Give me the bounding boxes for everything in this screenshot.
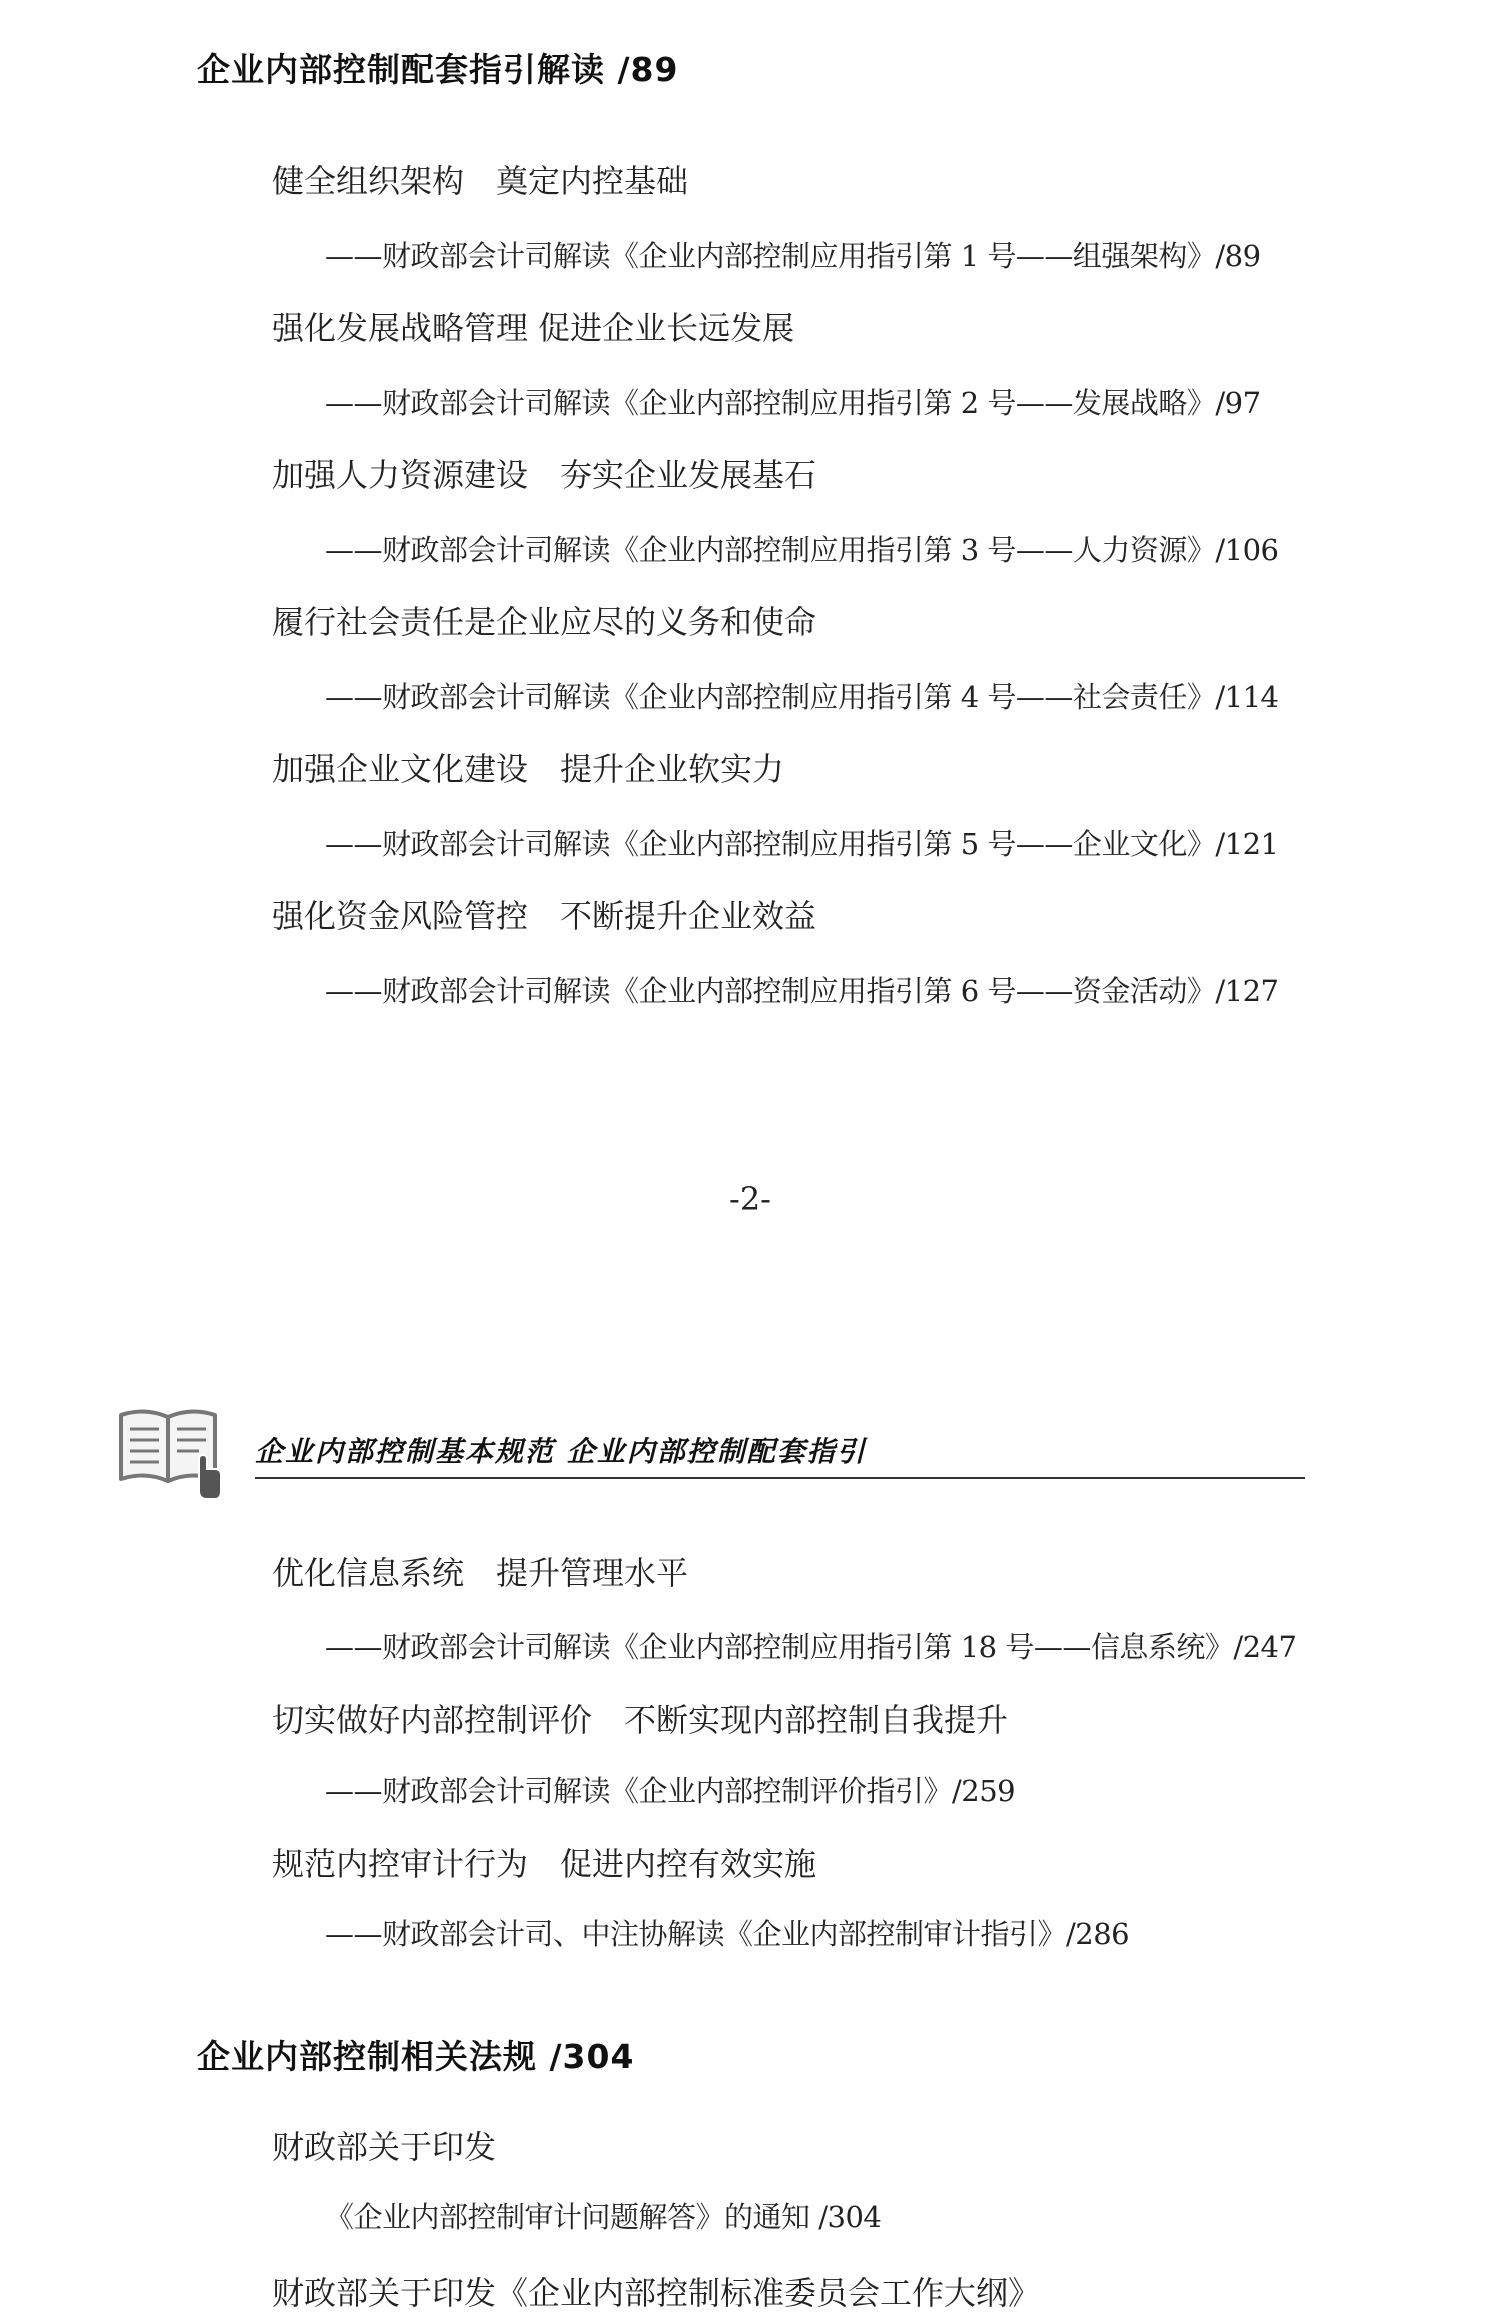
toc-entry-title: 健全组织架构 奠定内控基础 <box>272 162 689 200</box>
toc-entry-title: 加强人力资源建设 夯实企业发展基石 <box>272 456 817 494</box>
toc-entry-subtitle: ——财政部会计司、中注协解读《企业内部控制审计指引》/286 <box>325 1917 1130 1951</box>
header-rule <box>255 1477 1305 1479</box>
toc-entry-subtitle: ——财政部会计司解读《企业内部控制应用指引第 18 号——信息系统》/247 <box>325 1630 1297 1664</box>
section-heading: 企业内部控制相关法规 /304 <box>197 2037 635 2076</box>
book-icon <box>115 1403 225 1503</box>
toc-entry-title: 加强企业文化建设 提升企业软实力 <box>272 750 785 788</box>
page-number: -2- <box>729 1180 771 1218</box>
section-heading: 企业内部控制配套指引解读 /89 <box>197 50 679 89</box>
page-lower <box>0 1355 1500 2322</box>
toc-entry-subtitle: ——财政部会计司解读《企业内部控制应用指引第 2 号——发展战略》/97 <box>325 386 1261 420</box>
toc-entry-subtitle: ——财政部会计司解读《企业内部控制应用指引第 3 号——人力资源》/106 <box>325 533 1279 567</box>
toc-entry-subtitle: ——财政部会计司解读《企业内部控制评价指引》/259 <box>325 1774 1016 1808</box>
toc-entry-title: 履行社会责任是企业应尽的义务和使命 <box>272 603 817 641</box>
toc-entry-subtitle: ——财政部会计司解读《企业内部控制应用指引第 6 号——资金活动》/127 <box>325 974 1279 1008</box>
running-header <box>115 1403 1305 1503</box>
toc-entry-title: 强化发展战略管理 促进企业长远发展 <box>272 309 795 347</box>
toc-entry-subtitle: 《企业内部控制审计问题解答》的通知 /304 <box>325 2200 882 2234</box>
toc-entry-title: 财政部关于印发 <box>272 2128 497 2166</box>
toc-entry-subtitle: ——财政部会计司解读《企业内部控制应用指引第 1 号——组强架构》/89 <box>325 239 1261 273</box>
toc-entry-title: 财政部关于印发《企业内部控制标准委员会工作大纲》 <box>272 2274 1041 2312</box>
toc-entry-title: 强化资金风险管控 不断提升企业效益 <box>272 897 817 935</box>
toc-entry-title: 优化信息系统 提升管理水平 <box>272 1554 689 1592</box>
running-header-title: 企业内部控制基本规范 企业内部控制配套指引 <box>255 1435 867 1468</box>
toc-entry-title: 规范内控审计行为 促进内控有效实施 <box>272 1845 817 1883</box>
toc-entry-subtitle: ——财政部会计司解读《企业内部控制应用指引第 4 号——社会责任》/114 <box>325 680 1279 714</box>
toc-entry-subtitle: ——财政部会计司解读《企业内部控制应用指引第 5 号——企业文化》/121 <box>325 827 1279 861</box>
toc-entry-title: 切实做好内部控制评价 不断实现内部控制自我提升 <box>272 1701 1009 1739</box>
